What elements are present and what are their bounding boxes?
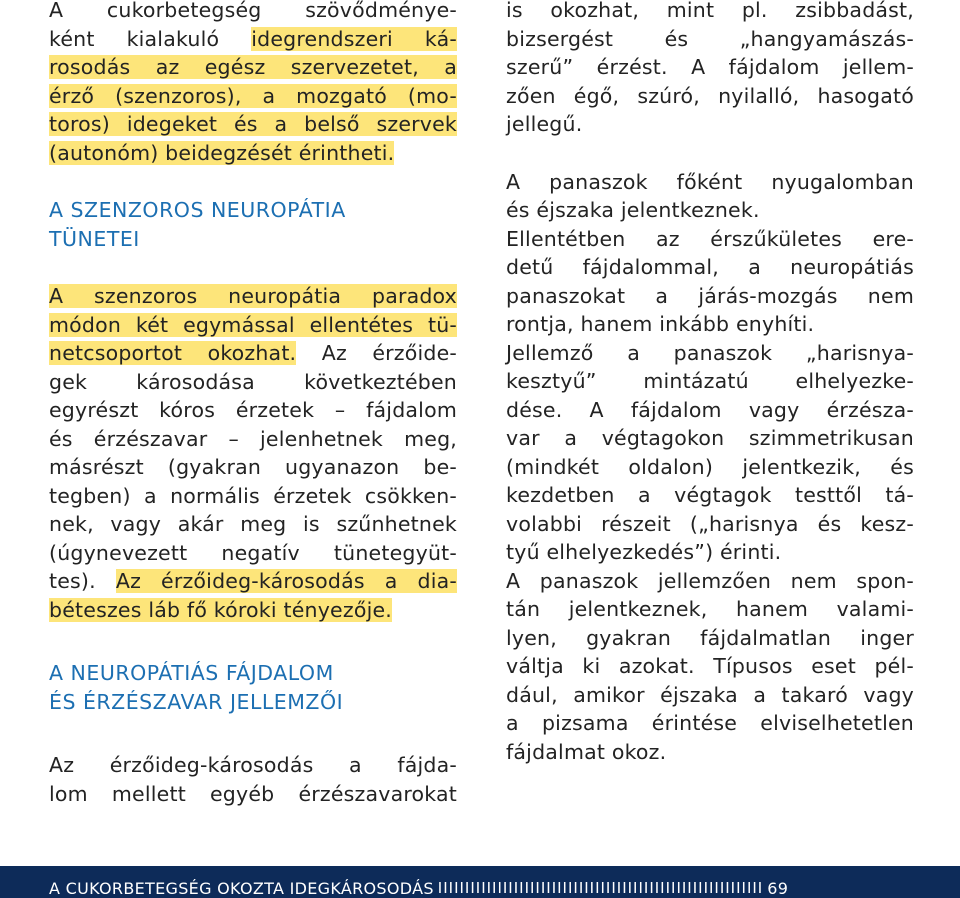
text-line: tyű elhelyezkedés”) érinti. bbox=[506, 540, 782, 564]
text-line: nek, vagy akár meg is szűnhetnek bbox=[49, 512, 457, 536]
text-line: a pizsama érintése elviselhetetlen bbox=[506, 711, 914, 735]
text-line: Ellentétben az érszűkületes ere- bbox=[506, 226, 914, 251]
text-line: panaszokat a járás-mozgás nem bbox=[506, 283, 914, 308]
text-line: (úgynevezett negatív tünetegyüt- bbox=[49, 540, 457, 565]
right-column bbox=[506, 0, 914, 766]
text-line: Az érzőideg-károsodás a fájda- bbox=[49, 753, 457, 777]
text-line: érző (szenzoros), a mozgató (mo- bbox=[49, 83, 457, 108]
left-column bbox=[49, 0, 457, 808]
section-heading bbox=[49, 659, 457, 716]
text-line: dául, amikor éjszaka a takaró vagy bbox=[506, 682, 914, 707]
text-line: netcsoportot okozhat. Az érzőide- bbox=[49, 341, 457, 365]
text-line: zően égő, szúró, nyilalló, hasogató bbox=[506, 83, 914, 108]
page-number: 69 bbox=[767, 878, 789, 898]
text-line: (autonóm) beidegzését érintheti. bbox=[49, 140, 395, 165]
paragraph-pain bbox=[49, 751, 457, 808]
text-line: A cukorbetegség szövődménye- bbox=[49, 0, 457, 22]
text-line: lyen, gyakran fájdalmatlan inger bbox=[506, 625, 914, 650]
text-line: kesztyű” mintázatú elhelyezke- bbox=[506, 369, 914, 393]
text-line: detű fájdalommal, a neuropátiás bbox=[506, 255, 914, 279]
paragraph-symptoms bbox=[49, 282, 457, 624]
text-line: ként kialakuló idegrendszeri ká- bbox=[49, 26, 457, 51]
text-line: váltja ki azokat. Típusos eset pél- bbox=[506, 654, 914, 678]
text-line: tegben) a normális érzetek csökken- bbox=[49, 483, 457, 508]
text-line: bizsergést és „hangyamászás- bbox=[506, 26, 914, 51]
heading-line: ÉS ÉRZÉSZAVAR JELLEMZŐI bbox=[49, 689, 344, 714]
text-line: toros) idegeket és a belső szervek bbox=[49, 112, 457, 136]
text-line: tes). Az érzőideg-károsodás a dia- bbox=[49, 569, 457, 593]
text-line: A panaszok jellemzően nem spon- bbox=[506, 568, 914, 593]
text-line: rontja, hanem inkább enyhíti. bbox=[506, 312, 815, 336]
text-line: A szenzoros neuropátia paradox bbox=[49, 284, 457, 308]
section-heading bbox=[49, 196, 457, 253]
text-line: (mindkét oldalon) jelentkezik, és bbox=[506, 454, 914, 479]
text-line: másrészt (gyakran ugyanazon be- bbox=[49, 455, 457, 479]
text-line: módon két egymással ellentétes tü- bbox=[49, 312, 457, 337]
text-line: Jellemző a panaszok „harisnya- bbox=[506, 340, 914, 365]
paragraph-intro bbox=[49, 0, 457, 167]
text-line: kezdetben a végtagok testtől tá- bbox=[506, 483, 914, 507]
paragraph-continuation bbox=[506, 0, 914, 139]
text-line: és érzészavar – jelenhetnek meg, bbox=[49, 426, 457, 451]
heading-line: A SZENZOROS NEUROPÁTIA bbox=[49, 198, 346, 222]
text-line: fájdalmat okoz. bbox=[506, 739, 667, 764]
text-line: var a végtagokon szimmetrikusan bbox=[506, 426, 914, 450]
heading-line: A NEUROPÁTIÁS FÁJDALOM bbox=[49, 661, 334, 685]
text-line: lom mellett egyéb érzészavarokat bbox=[49, 781, 457, 806]
footer-title: A CUKORBETEGSÉG OKOZTA IDEGKÁROSODÁS bbox=[49, 878, 434, 898]
text-line: egyrészt kóros érzetek – fájdalom bbox=[49, 398, 457, 422]
text-line: dése. A fájdalom vagy érzésza- bbox=[506, 397, 914, 422]
text-line: A panaszok főként nyugalomban bbox=[506, 169, 914, 194]
page-footer bbox=[0, 866, 960, 898]
paragraph-complaints bbox=[506, 168, 914, 767]
text-line: volabbi részeit („harisnya és kesz- bbox=[506, 511, 914, 536]
text-line: rosodás az egész szervezetet, a bbox=[49, 55, 457, 79]
text-line: jellegű. bbox=[506, 112, 583, 136]
text-line: is okozhat, mint pl. zsibbadást, bbox=[506, 0, 914, 22]
heading-line: TÜNETEI bbox=[49, 226, 140, 251]
text-line: szerű” érzést. A fájdalom jellem- bbox=[506, 55, 914, 79]
text-line: tán jelentkeznek, hanem valami- bbox=[506, 597, 914, 621]
text-line: és éjszaka jelentkeznek. bbox=[506, 198, 760, 222]
footer-content bbox=[49, 878, 788, 898]
text-line: béteszes láb fő kóroki tényezője. bbox=[49, 597, 392, 622]
footer-decorative-bars: IIIIIIIIIIIIIIIIIIIIIIIIIIIIIIIIIIIIIIIIIIIIIIIIIIIIIIIIIIII bbox=[437, 879, 764, 897]
text-line: gek károsodása következtében bbox=[49, 369, 457, 394]
